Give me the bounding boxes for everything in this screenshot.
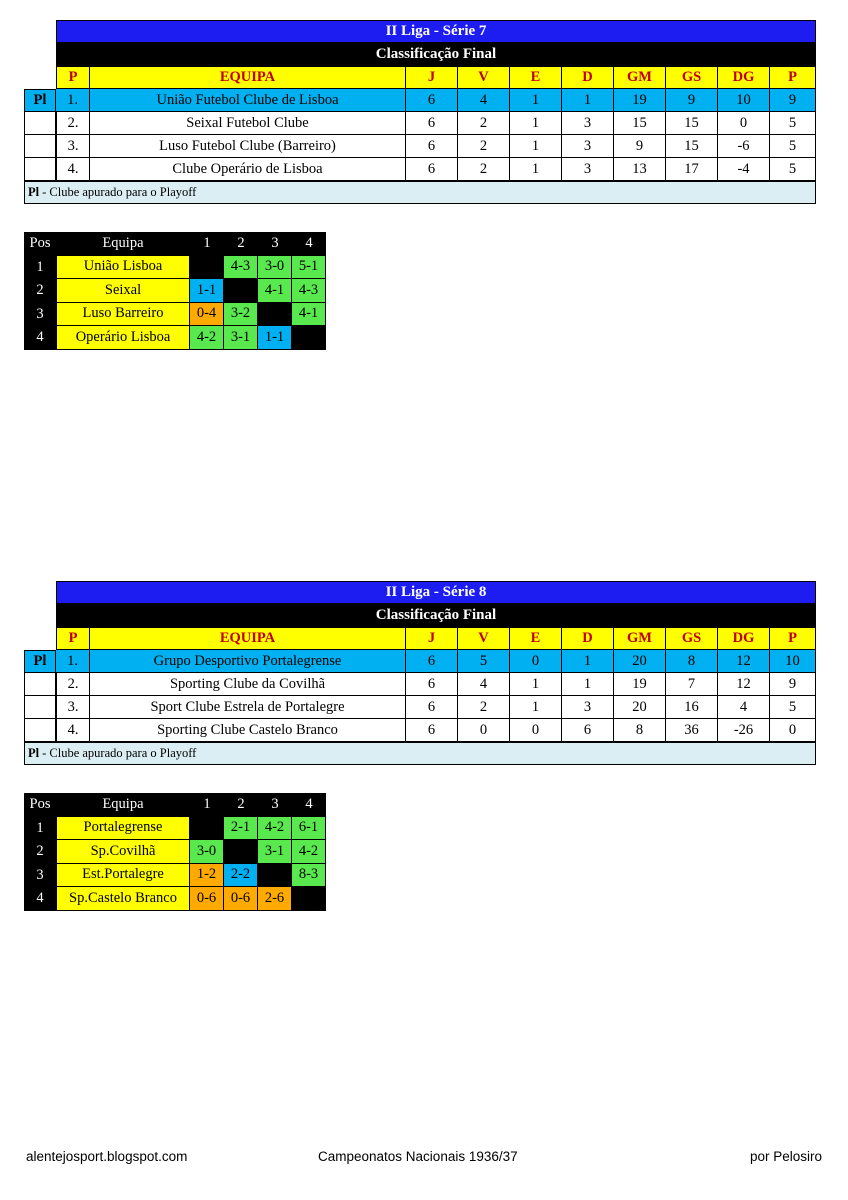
matrix-pos: 4: [24, 887, 56, 911]
standings-serie-8: [24, 581, 816, 765]
header-team: EQUIPA: [90, 627, 406, 650]
row-pos: 1.: [56, 89, 90, 112]
matrix-team: Luso Barreiro: [56, 303, 190, 327]
row-points: 5: [770, 696, 816, 719]
row-d: 1: [562, 89, 614, 112]
matrix-row: [24, 864, 326, 888]
header-j: J: [406, 66, 458, 89]
matrix-header-col: 2: [224, 793, 258, 817]
table-row: [24, 696, 816, 719]
table-row: [24, 673, 816, 696]
row-dg: -26: [718, 719, 770, 742]
row-spacer: [24, 719, 56, 742]
row-pos: 1.: [56, 650, 90, 673]
serie-title: II Liga - Série 7: [56, 20, 816, 43]
row-pos: 4.: [56, 158, 90, 181]
row-dg: 10: [718, 89, 770, 112]
matrix-result: [292, 326, 326, 350]
header-pos: P: [56, 66, 90, 89]
header-points: P: [770, 66, 816, 89]
playoff-note-badge: Pl: [28, 746, 40, 760]
row-gs: 36: [666, 719, 718, 742]
matrix-result: 3-2: [224, 303, 258, 327]
matrix-header-col: 4: [292, 793, 326, 817]
matrix-pos: 1: [24, 256, 56, 280]
matrix-row: [24, 887, 326, 911]
row-spacer: [24, 673, 56, 696]
matrix-header-col: 3: [258, 793, 292, 817]
matrix-result: 4-2: [292, 840, 326, 864]
matrix-header-pos: Pos: [24, 232, 56, 256]
table-row: [24, 89, 816, 112]
row-gm: 20: [614, 696, 666, 719]
row-e: 1: [510, 696, 562, 719]
table-header: [24, 627, 816, 650]
matrix-result: [292, 887, 326, 911]
row-pos: 4.: [56, 719, 90, 742]
header-v: V: [458, 66, 510, 89]
row-v: 5: [458, 650, 510, 673]
matrix-result: [224, 279, 258, 303]
row-j: 6: [406, 719, 458, 742]
row-gm: 13: [614, 158, 666, 181]
matrix-result: 8-3: [292, 864, 326, 888]
header-points: P: [770, 627, 816, 650]
matrix-row: [24, 326, 326, 350]
row-v: 0: [458, 719, 510, 742]
results-matrix-serie-7: [24, 232, 326, 350]
matrix-team: União Lisboa: [56, 256, 190, 280]
row-j: 6: [406, 135, 458, 158]
row-e: 1: [510, 135, 562, 158]
footer-right: por Pelosiro: [749, 1149, 822, 1164]
row-d: 1: [562, 650, 614, 673]
row-e: 1: [510, 112, 562, 135]
row-e: 0: [510, 650, 562, 673]
serie-subtitle: Classificação Final: [56, 604, 816, 627]
matrix-result: 6-1: [292, 817, 326, 841]
matrix-result: [224, 840, 258, 864]
row-points: 5: [770, 158, 816, 181]
matrix-result: 4-3: [292, 279, 326, 303]
row-j: 6: [406, 112, 458, 135]
row-v: 2: [458, 135, 510, 158]
matrix-pos: 3: [24, 864, 56, 888]
matrix-result: 1-1: [190, 279, 224, 303]
matrix-result: 5-1: [292, 256, 326, 280]
table-row: [24, 112, 816, 135]
header-e: E: [510, 66, 562, 89]
matrix-header-col: 4: [292, 232, 326, 256]
table-row: [24, 719, 816, 742]
row-spacer: [24, 696, 56, 719]
matrix-header: [24, 232, 326, 256]
row-points: 0: [770, 719, 816, 742]
matrix-pos: 2: [24, 279, 56, 303]
header-v: V: [458, 627, 510, 650]
row-gm: 20: [614, 650, 666, 673]
row-d: 3: [562, 158, 614, 181]
header-j: J: [406, 627, 458, 650]
row-team: União Futebol Clube de Lisboa: [90, 89, 406, 112]
row-gm: 15: [614, 112, 666, 135]
row-spacer: [24, 135, 56, 158]
playoff-badge: Pl: [24, 650, 56, 673]
row-e: 1: [510, 89, 562, 112]
row-gs: 15: [666, 112, 718, 135]
matrix-result: 0-4: [190, 303, 224, 327]
row-team: Sport Clube Estrela de Portalegre: [90, 696, 406, 719]
row-team: Luso Futebol Clube (Barreiro): [90, 135, 406, 158]
matrix-result: 0-6: [190, 887, 224, 911]
row-pos: 2.: [56, 112, 90, 135]
serie-title: II Liga - Série 8: [56, 581, 816, 604]
row-points: 5: [770, 135, 816, 158]
playoff-badge: Pl: [24, 89, 56, 112]
row-v: 2: [458, 112, 510, 135]
matrix-result: 4-2: [258, 817, 292, 841]
row-gm: 8: [614, 719, 666, 742]
header-gs: GS: [666, 627, 718, 650]
matrix-team: Sp.Covilhã: [56, 840, 190, 864]
playoff-note-text: - Clube apurado para o Playoff: [42, 746, 197, 760]
matrix-result: 4-2: [190, 326, 224, 350]
matrix-pos: 3: [24, 303, 56, 327]
matrix-result: 3-1: [258, 840, 292, 864]
row-pos: 3.: [56, 696, 90, 719]
row-points: 10: [770, 650, 816, 673]
row-gs: 8: [666, 650, 718, 673]
matrix-row: [24, 840, 326, 864]
matrix-pos: 4: [24, 326, 56, 350]
matrix-header-col: 3: [258, 232, 292, 256]
row-v: 2: [458, 158, 510, 181]
row-dg: -6: [718, 135, 770, 158]
matrix-result: 2-1: [224, 817, 258, 841]
row-team: Seixal Futebol Clube: [90, 112, 406, 135]
matrix-result: 4-1: [292, 303, 326, 327]
header-d: D: [562, 627, 614, 650]
matrix-header-col: 2: [224, 232, 258, 256]
matrix-header-col: 1: [190, 793, 224, 817]
header-dg: DG: [718, 627, 770, 650]
row-j: 6: [406, 696, 458, 719]
matrix-result: 4-1: [258, 279, 292, 303]
matrix-result: 3-0: [190, 840, 224, 864]
footer-left: alentejosport.blogspot.com: [26, 1149, 188, 1164]
row-dg: 12: [718, 650, 770, 673]
row-team: Grupo Desportivo Portalegrense: [90, 650, 406, 673]
row-j: 6: [406, 673, 458, 696]
matrix-header-team: Equipa: [56, 793, 190, 817]
results-matrix-serie-8: [24, 793, 326, 911]
matrix-pos: 1: [24, 817, 56, 841]
row-team: Sporting Clube Castelo Branco: [90, 719, 406, 742]
header-gs: GS: [666, 66, 718, 89]
row-gm: 19: [614, 673, 666, 696]
row-d: 6: [562, 719, 614, 742]
matrix-team: Portalegrense: [56, 817, 190, 841]
row-v: 4: [458, 89, 510, 112]
matrix-result: 1-2: [190, 864, 224, 888]
matrix-result: [258, 864, 292, 888]
matrix-result: [258, 303, 292, 327]
header-e: E: [510, 627, 562, 650]
header-dg: DG: [718, 66, 770, 89]
playoff-note: [24, 742, 816, 765]
row-spacer: [24, 158, 56, 181]
row-v: 4: [458, 673, 510, 696]
row-j: 6: [406, 89, 458, 112]
row-team: Clube Operário de Lisboa: [90, 158, 406, 181]
matrix-result: 2-6: [258, 887, 292, 911]
row-d: 3: [562, 135, 614, 158]
matrix-result: 4-3: [224, 256, 258, 280]
matrix-pos: 2: [24, 840, 56, 864]
row-j: 6: [406, 158, 458, 181]
matrix-result: 2-2: [224, 864, 258, 888]
serie-subtitle: Classificação Final: [56, 43, 816, 66]
header-gm: GM: [614, 627, 666, 650]
row-e: 1: [510, 158, 562, 181]
row-gm: 9: [614, 135, 666, 158]
row-gs: 9: [666, 89, 718, 112]
matrix-header-team: Equipa: [56, 232, 190, 256]
row-d: 3: [562, 696, 614, 719]
matrix-team: Operário Lisboa: [56, 326, 190, 350]
table-row: [24, 650, 816, 673]
matrix-row: [24, 279, 326, 303]
row-d: 1: [562, 673, 614, 696]
row-points: 5: [770, 112, 816, 135]
matrix-row: [24, 817, 326, 841]
matrix-result: [190, 256, 224, 280]
row-dg: 0: [718, 112, 770, 135]
row-gm: 19: [614, 89, 666, 112]
matrix-result: 3-0: [258, 256, 292, 280]
row-points: 9: [770, 673, 816, 696]
row-gs: 7: [666, 673, 718, 696]
row-j: 6: [406, 650, 458, 673]
header-d: D: [562, 66, 614, 89]
row-points: 9: [770, 89, 816, 112]
row-gs: 17: [666, 158, 718, 181]
matrix-team: Sp.Castelo Branco: [56, 887, 190, 911]
header-pos: P: [56, 627, 90, 650]
matrix-team: Seixal: [56, 279, 190, 303]
playoff-note: [24, 181, 816, 204]
row-dg: 4: [718, 696, 770, 719]
matrix-result: 0-6: [224, 887, 258, 911]
playoff-note-text: - Clube apurado para o Playoff: [42, 185, 197, 199]
row-pos: 2.: [56, 673, 90, 696]
matrix-header: [24, 793, 326, 817]
matrix-result: 3-1: [224, 326, 258, 350]
row-team: Sporting Clube da Covilhã: [90, 673, 406, 696]
standings-serie-7: [24, 20, 816, 204]
footer-center: Campeonatos Nacionais 1936/37: [318, 1149, 518, 1164]
header-gm: GM: [614, 66, 666, 89]
row-e: 0: [510, 719, 562, 742]
matrix-row: [24, 303, 326, 327]
matrix-header-pos: Pos: [24, 793, 56, 817]
row-d: 3: [562, 112, 614, 135]
row-dg: 12: [718, 673, 770, 696]
row-pos: 3.: [56, 135, 90, 158]
playoff-note-badge: Pl: [28, 185, 40, 199]
matrix-result: [190, 817, 224, 841]
row-gs: 15: [666, 135, 718, 158]
row-spacer: [24, 112, 56, 135]
row-e: 1: [510, 673, 562, 696]
matrix-result: 1-1: [258, 326, 292, 350]
table-row: [24, 135, 816, 158]
matrix-row: [24, 256, 326, 280]
matrix-team: Est.Portalegre: [56, 864, 190, 888]
table-header: [24, 66, 816, 89]
matrix-header-col: 1: [190, 232, 224, 256]
header-team: EQUIPA: [90, 66, 406, 89]
row-gs: 16: [666, 696, 718, 719]
table-row: [24, 158, 816, 181]
row-dg: -4: [718, 158, 770, 181]
row-v: 2: [458, 696, 510, 719]
